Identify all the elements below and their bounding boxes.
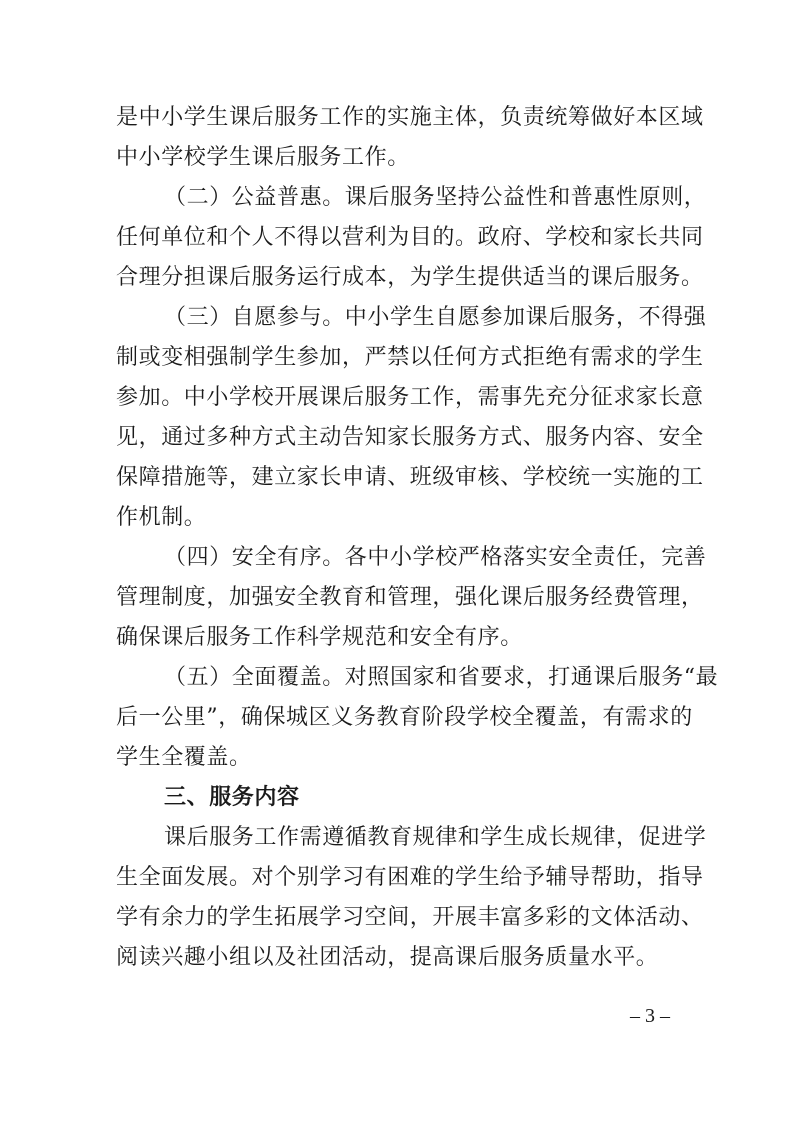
text-line: 是中小学生课后服务工作的实施主体，负责统筹做好本区域 xyxy=(116,105,704,130)
text-line: 后一公里”，确保城区义务教育阶段学校全覆盖，有需求的 xyxy=(116,705,693,730)
page-number: – 3 – xyxy=(630,1005,670,1027)
text-line: 中小学校学生课后服务工作。 xyxy=(116,145,410,170)
text-line: 参加。中小学校开展课后服务工作，需事先充分征求家长意 xyxy=(116,385,704,410)
text-line: 任何单位和个人不得以营利为目的。政府、学校和家长共同 xyxy=(116,225,704,250)
text-line: 阅读兴趣小组以及社团活动，提高课后服务质量水平。 xyxy=(116,945,659,970)
text-line: 制或变相强制学生参加，严禁以任何方式拒绝有需求的学生 xyxy=(116,345,704,370)
text-line: （三）自愿参与。中小学生自愿参加课后服务，不得强 xyxy=(164,305,707,330)
text-line: （五）全面覆盖。对照国家和省要求，打通课后服务“最 xyxy=(164,665,719,690)
text-line: 合理分担课后服务运行成本，为学生提供适当的课后服务。 xyxy=(116,265,704,290)
text-line: 作机制。 xyxy=(116,505,207,530)
text-line: （二）公益普惠。课后服务坚持公益性和普惠性原则， xyxy=(164,185,707,210)
text-line: 保障措施等，建立家长申请、班级审核、学校统一实施的工 xyxy=(116,465,704,490)
text-line: 管理制度，加强安全教育和管理，强化课后服务经费管理， xyxy=(116,585,704,610)
text-line: 确保课后服务工作科学规范和安全有序。 xyxy=(116,625,523,650)
text-line: （四）安全有序。各中小学校严格落实安全责任，完善 xyxy=(164,545,707,570)
text-line: 学有余力的学生拓展学习空间，开展丰富多彩的文体活动、 xyxy=(116,905,704,930)
text-line: 课后服务工作需遵循教育规律和学生成长规律，促进学 xyxy=(164,825,707,850)
section-heading: 三、服务内容 xyxy=(164,785,300,810)
text-line: 生全面发展。对个别学习有困难的学生给予辅导帮助，指导 xyxy=(116,865,704,890)
text-line: 学生全覆盖。 xyxy=(116,745,252,770)
text-line: 见，通过多种方式主动告知家长服务方式、服务内容、安全 xyxy=(116,425,704,450)
